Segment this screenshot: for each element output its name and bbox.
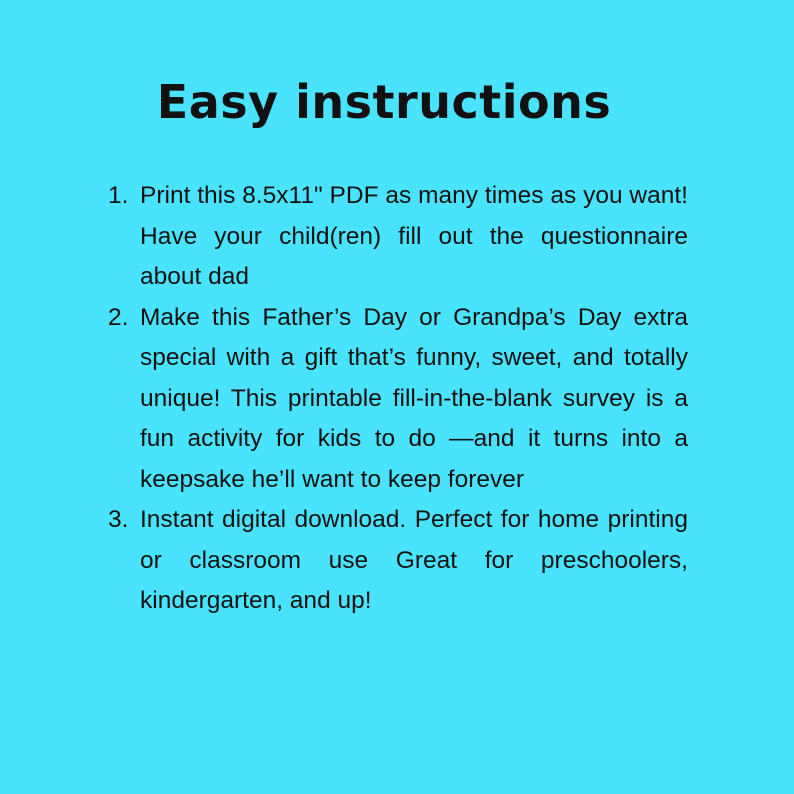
list-item-text: Instant digital download. Perfect for home printing or classroom use Great for preschoolers, kindergarten, and up!	[140, 506, 688, 614]
list-item-text: Print this 8.5x11" PDF as many times as you want! Have your child(ren) fill out the questionnaire about dad	[140, 182, 688, 290]
instructions-list	[108, 176, 688, 622]
list-item-text: Make this Father’s Day or Grandpa’s Day extra special with a gift that’s funny, sweet, and totally unique! This printable fill-in-the-blank survey is a fun activity for kids to do —and it turns into a keepsake he’ll want to keep forever	[140, 303, 688, 493]
list-item	[108, 298, 688, 501]
list-item-number: 3.	[108, 506, 129, 533]
list-item	[108, 176, 688, 298]
list-item-number: 2.	[108, 303, 129, 331]
list-item	[108, 500, 688, 622]
list-item-number: 1.	[108, 182, 129, 209]
page-title: Easy instructions	[156, 75, 612, 129]
